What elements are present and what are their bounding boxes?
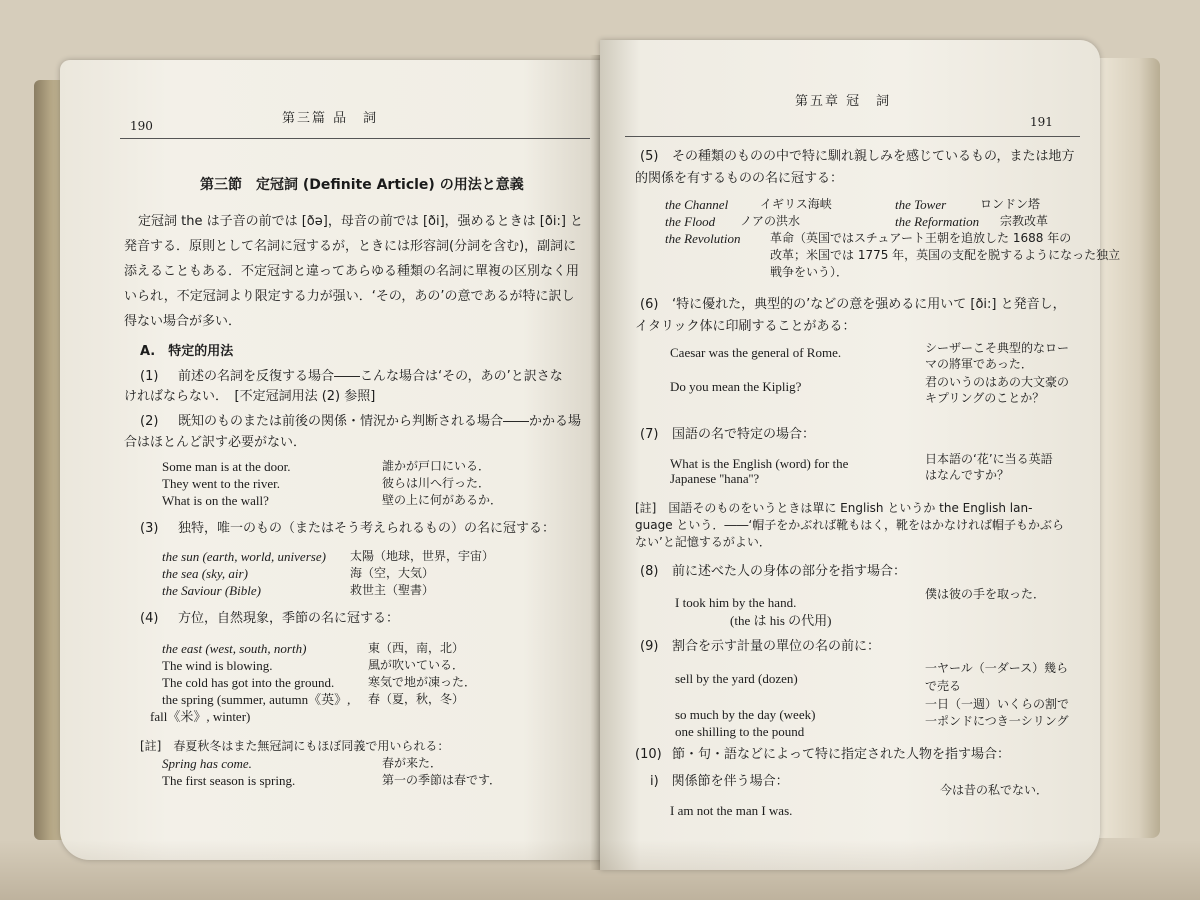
example-en: Some man is at the door.: [162, 459, 291, 474]
example-en: I am not the man I was.: [670, 803, 793, 818]
example-en: They went to the river.: [162, 476, 281, 491]
example-jp: はなんですか？: [925, 468, 1010, 482]
example-jp: キプリングのことか？: [925, 391, 1045, 405]
example-jp: 一ヤール（一ダース）幾ら: [925, 661, 1069, 675]
intro-line: 得ない場合が多い．: [124, 314, 242, 329]
item-text: 割合を示す計量の單位の名の前に：: [672, 639, 881, 654]
book-page-stack-right: [1090, 58, 1160, 838]
example-en: the Reformation: [895, 214, 980, 229]
left-page-number: 190: [130, 119, 153, 133]
note-line: guage という．――‘帽子をかぶれば靴もはく，靴をはかなければ帽子もかぶら: [635, 518, 1064, 532]
item-number: (1): [140, 369, 159, 384]
example-jp: 東（西，南，北）: [368, 641, 465, 655]
example-en: one shilling to the pound: [675, 724, 805, 739]
example-en: so much by the day (week): [675, 707, 816, 722]
right-page-number: 191: [1030, 115, 1053, 129]
example-jp: 壁の上に何があるか．: [382, 493, 503, 507]
item-number: (4): [140, 611, 159, 626]
example-en: fall《米》, winter): [150, 709, 251, 724]
example-en: The first season is spring.: [162, 773, 296, 788]
example-en: sell by the yard (dozen): [675, 671, 798, 686]
example-jp: 春（夏，秋，冬）: [368, 692, 465, 706]
intro-line: 添えることもある．不定冠詞と違ってあらゆる種類の名詞に單複の区別なく用: [124, 264, 580, 279]
example-jp: 寒気で地が凍った．: [368, 675, 477, 689]
example-jp: ノアの洪水: [740, 214, 801, 228]
example-en: The wind is blowing.: [162, 658, 273, 673]
sub-item: i) 関係節を伴う場合：: [650, 774, 789, 789]
example-en: the Flood: [665, 214, 716, 229]
item-number: (2): [140, 414, 159, 429]
item-text: 前述の名詞を反復する場合――こんな場合は‘その，あの’と訳さな: [178, 369, 563, 384]
example-jp: 一日（一週）いくらの割で: [925, 697, 1070, 711]
example-jp: 春が来た．: [382, 756, 443, 770]
item-number: (3): [140, 521, 159, 536]
example-en: the sun (earth, world, universe): [162, 549, 326, 564]
intro-line: 定冠詞 the は子音の前では [ðə]，母音の前では [ði]，强めるときは [ði:] と: [138, 214, 584, 229]
example-jp: 海（空，大気）: [350, 566, 435, 580]
item-number: (9): [640, 639, 659, 654]
example-jp: 宗教改革: [1000, 214, 1049, 228]
example-en: the Saviour (Bible): [162, 583, 261, 598]
example-en: What is on the wall?: [162, 493, 269, 508]
example-jp: で売る: [925, 679, 962, 693]
example-en: Do you mean the Kiplig?: [670, 379, 802, 394]
item-number: (6): [640, 297, 659, 312]
example-jp: 君のいうのはあの大文豪の: [925, 375, 1070, 389]
table-shadow: [0, 840, 1200, 900]
item-number: (7): [640, 427, 659, 442]
item-text: 独特，唯一のもの（またはそう考えられるもの）の名に冠する：: [178, 521, 556, 536]
example-jp: 誰かが戸口にいる．: [382, 459, 491, 473]
left-page: [60, 60, 605, 860]
example-en: What is the English (word) for the: [670, 456, 849, 471]
example-en: the spring (summer, autumn《英》,: [162, 692, 351, 707]
item-text: ‘特に優れた，典型的の’などの意を强めるに用いて [ði:] と発音し，: [672, 297, 1066, 312]
example-en: Spring has come.: [162, 756, 252, 771]
example-en: the Channel: [665, 197, 729, 212]
example-jp: 風が吹いている．: [368, 658, 465, 672]
example-en: (the は his の代用): [730, 613, 832, 628]
header-rule: [120, 138, 590, 139]
note-line: [註] 国語そのものをいうときは單に English というか the English lan-: [635, 501, 1033, 515]
intro-line: 発音する．原則として名詞に冠するが，ときには形容詞(分詞を含む)，副詞に: [124, 239, 577, 254]
example-jp: 戦争をいう）．: [770, 265, 849, 279]
item-number: (8): [640, 564, 659, 579]
example-jp: ロンドン塔: [980, 197, 1041, 211]
example-en: The cold has got into the ground.: [162, 675, 335, 690]
item-text: 既知のものまたは前後の関係・情況から判断される場合――かかる場: [178, 414, 582, 429]
item-text: 方位，自然現象，季節の名に冠する：: [178, 611, 400, 626]
example-jp: イギリス海峡: [760, 197, 832, 211]
example-jp: 今は昔の私でない．: [940, 783, 1049, 797]
example-en: the Revolution: [665, 231, 741, 246]
item-text: 的関係を有するものの名に冠する：: [635, 171, 844, 186]
example-jp: シーザーこそ典型的なロー: [925, 341, 1070, 355]
header-rule: [625, 136, 1080, 137]
item-text: イタリック体に印刷することがある：: [635, 319, 856, 334]
intro-line: いられ，不定冠詞より限定する力が强い．‘その，あの’の意であるが特に訳し: [124, 289, 575, 304]
example-jp: 日本語の‘花’に当る英語: [925, 452, 1053, 466]
right-page: [600, 40, 1121, 870]
example-jp: 僕は彼の手を取った．: [925, 587, 1046, 601]
note-line: [註] 春夏秋冬はまた無冠詞にもほぼ同義で用いられる：: [140, 739, 450, 753]
example-jp: 救世主（聖書）: [350, 583, 435, 597]
item-text: 合はほとんど訳す必要がない．: [124, 435, 307, 450]
example-jp: 革命（英国ではスチュアート王朝を追放した 1688 年の: [770, 231, 1072, 245]
subsection-heading: A. 特定的用法: [140, 344, 234, 359]
item-text: ければならない． [不定冠詞用法 (2) 参照]: [124, 389, 376, 404]
example-jp: 彼らは川へ行った．: [382, 476, 491, 490]
left-page-header: 第三篇 品 詞: [282, 111, 379, 126]
item-text: その種類のものの中で特に馴れ親しみを感じているもの，または地方: [672, 149, 1075, 164]
example-en: Caesar was the general of Rome.: [670, 345, 842, 360]
item-text: 国語の名で特定の場合：: [672, 427, 816, 442]
item-text: 節・句・語などによって特に指定された人物を指す場合：: [672, 747, 1011, 762]
example-jp: 太陽（地球，世界，宇宙）: [350, 549, 495, 563]
example-en: the east (west, south, north): [162, 641, 307, 656]
example-en: the Tower: [895, 197, 947, 212]
example-en: I took him by the hand.: [675, 595, 797, 610]
section-title: 第三節 定冠詞 (Definite Article) の用法と意義: [200, 177, 524, 193]
right-page-header: 第五章 冠 詞: [795, 94, 892, 109]
example-jp: マの將軍であった．: [925, 357, 1033, 371]
example-en: Japanese ''hana''?: [670, 471, 760, 486]
item-text: 前に述べた人の身体の部分を指す場合：: [672, 564, 907, 579]
note-line: ない’と記憶するがよい．: [635, 535, 771, 549]
example-en: the sea (sky, air): [162, 566, 248, 581]
item-number: (10): [635, 747, 662, 762]
example-jp: 改革；米国では 1775 年，英国の支配を脱するようになった独立: [770, 248, 1121, 262]
item-number: (5): [640, 149, 659, 164]
example-jp: 第一の季節は春です．: [382, 773, 502, 787]
example-jp: 一ポンドにつき一シリング: [925, 714, 1069, 728]
